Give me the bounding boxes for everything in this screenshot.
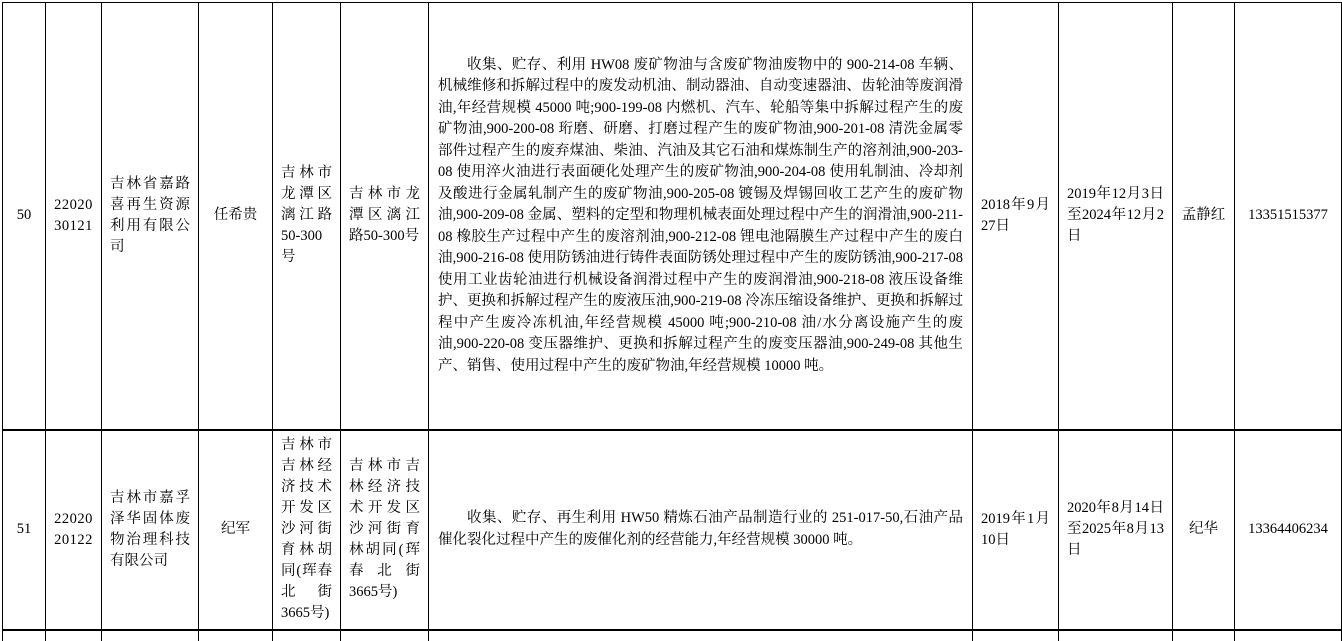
business-scope xyxy=(429,430,973,630)
operation-address: 吉林市吉林经济技术开发区沙河街育林胡同(珲春北街3665号) xyxy=(341,430,429,630)
legal-person: 纪军 xyxy=(199,430,273,630)
validity-period: 2019年12月3日至2024年12月2日 xyxy=(1059,3,1173,430)
license-table xyxy=(2,2,1342,641)
company-name: 吉林市嘉孚泽华固体废物治理科技有限公司 xyxy=(102,430,199,630)
issue-date: 2019年1月10日 xyxy=(973,430,1059,630)
legal-person: 任希贵 xyxy=(199,3,273,430)
registered-address: 吉林市龙潭区漓江路50-300号 xyxy=(273,3,341,430)
serial-number: 50 xyxy=(3,3,46,430)
contact-phone: 13351515377 xyxy=(1235,3,1342,430)
table-row xyxy=(3,430,1342,630)
serial-number: 51 xyxy=(3,430,46,630)
table-row xyxy=(3,3,1342,430)
company-name: 吉林省嘉路喜再生资源利用有限公司 xyxy=(102,3,199,430)
contact-name: 孟静红 xyxy=(1173,3,1235,430)
business-scope xyxy=(429,3,973,430)
registered-address: 吉林市吉林经济技术开发区沙河街育林胡同(珲春北街3665号) xyxy=(273,430,341,630)
issue-date: 2018年9月27日 xyxy=(973,3,1059,430)
contact-name: 纪华 xyxy=(1173,430,1235,630)
contact-phone: 13364406234 xyxy=(1235,430,1342,630)
license-number: 2202020122 xyxy=(46,430,102,630)
license-number: 2202030121 xyxy=(46,3,102,430)
business-scope-text: 收集、贮存、再生利用 HW50 精炼石油产品制造行业的 251-017-50,石油产品催化裂化过程中产生的废催化剂的经营能力,年经营规模 30000 吨。 xyxy=(438,510,963,548)
table-row-partial xyxy=(3,630,1342,641)
operation-address: 吉林市龙潭区漓江路50-300号 xyxy=(341,3,429,430)
business-scope-text: 收集、贮存、利用 HW08 废矿物油与含废矿物油废物中的 900-214-08 车辆、机械维修和拆解过程中的废发动机油、制动器油、自动变速器油、齿轮油等废润滑油,年经营规模 45000 吨;900-199-08 内燃机、汽车、轮船等集中拆解过程产生的废矿物油,900-200-08 珩磨、研磨、打磨过程产生的废矿物油,900-201-08 清洗金属零部件过程产生的废弃煤油、柴油、汽油及其它石油和煤炼制生产的溶剂油,900-203-08 使用淬火油进行表面硬化处理产生的废矿物油,900-204-08 使用轧制油、冷却剂及酸进行金属轧制产生的废矿物油,900-205-08 镀锡及焊锡回收工艺产生的废矿物油,900-209-08 金属、塑料的定型和物理机械表面处理过程中产生的润滑油,900-211-08 橡胶生产过程中产生的废溶剂油,900-212-08 锂电池隔膜生产过程中产生的废白油,900-216-08 使用防锈油进行铸件表面防锈处理过程中产生的废防锈油,900-217-08 使用工业齿轮油进行机械设备润滑过程中产生的废润滑油,900-218-08 液压设备维护、更换和拆解过程产生的废液压油,900-219-08 冷冻压缩设备维护、更换和拆解过程中产生废冷冻机油,年经营规模 45000 吨;900-210-08 油/水分离设施产生的废油,900-220-08 变压器维护、更换和拆解过程产生的废变压器油,900-249-08 其他生产、销售、使用过程中产生的废矿物油,年经营规模 10000 吨。 xyxy=(438,56,963,374)
validity-period: 2020年8月14日至2025年8月13日 xyxy=(1059,430,1173,630)
